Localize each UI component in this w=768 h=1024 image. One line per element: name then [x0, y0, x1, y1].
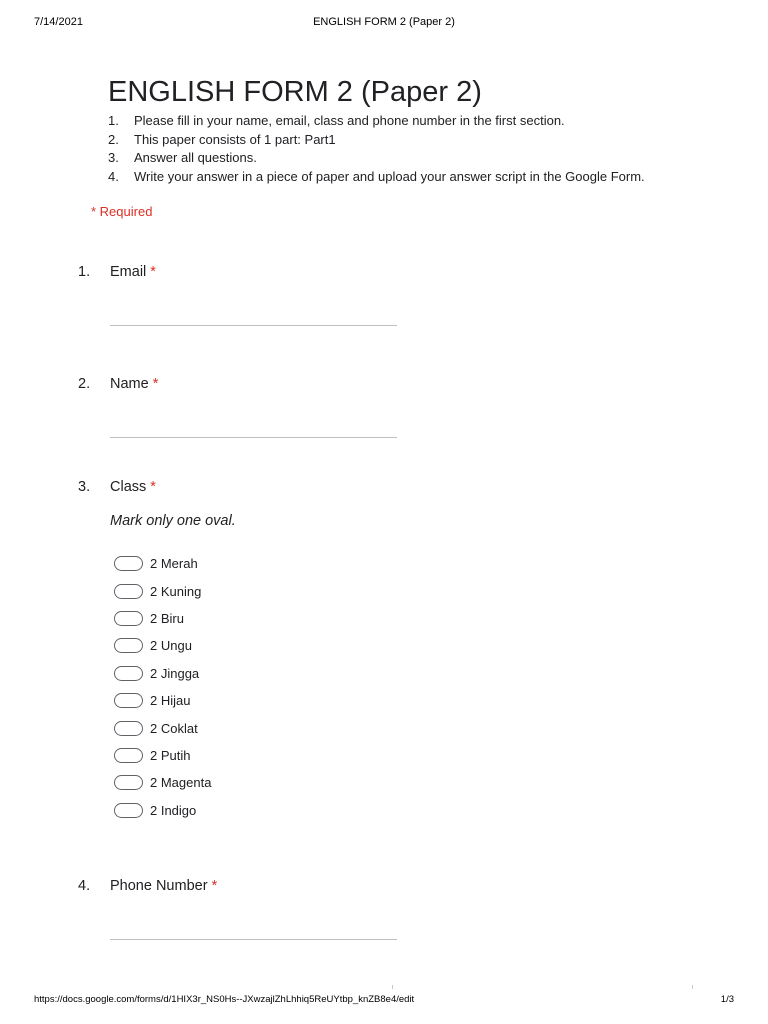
name-input[interactable]	[110, 417, 397, 438]
instruction-number: 3.	[108, 150, 119, 165]
radio-oval-icon[interactable]	[114, 803, 143, 818]
instruction-number: 2.	[108, 131, 119, 147]
form-title: ENGLISH FORM 2 (Paper 2)	[108, 76, 482, 108]
question-label-text: Email	[110, 264, 147, 280]
class-option[interactable]	[114, 769, 211, 796]
print-url: https://docs.google.com/forms/d/1HIX3r_NS0Hs--JXwzajlZhLhhiq5ReUYtbp_knZB8e4/edit	[34, 994, 415, 1005]
question-phone-label	[110, 878, 217, 894]
email-input[interactable]	[110, 305, 397, 326]
class-option-label: 2 Ungu	[150, 638, 192, 654]
class-option[interactable]	[114, 797, 211, 824]
radio-oval-icon[interactable]	[114, 721, 143, 736]
required-star: *	[150, 264, 156, 280]
class-option[interactable]	[114, 632, 211, 659]
instruction-item	[108, 131, 653, 150]
class-option[interactable]	[114, 577, 211, 604]
instruction-text: This paper consists of 1 part: Part1	[134, 131, 336, 147]
page-edge-tick	[392, 985, 393, 989]
radio-oval-icon[interactable]	[114, 611, 143, 626]
class-option-label: 2 Magenta	[150, 775, 212, 791]
instruction-text: Answer all questions.	[134, 150, 257, 165]
class-option-label: 2 Hijau	[150, 693, 191, 709]
question-number: 4.	[78, 878, 91, 894]
instruction-item	[108, 112, 653, 131]
class-option[interactable]	[114, 660, 211, 687]
instruction-number: 4.	[108, 168, 119, 184]
class-option-label: 2 Indigo	[150, 802, 197, 818]
question-number: 2.	[78, 376, 91, 392]
class-option-label: 2 Merah	[150, 556, 198, 572]
instruction-text: Write your answer in a piece of paper and upload your answer script in the Google Form.	[134, 168, 645, 184]
radio-oval-icon[interactable]	[114, 693, 143, 708]
instruction-item	[108, 149, 653, 168]
question-label-text: Phone Number	[110, 878, 208, 894]
class-option-label: 2 Putih	[150, 747, 191, 763]
required-star: *	[152, 376, 159, 392]
class-option[interactable]	[114, 714, 211, 741]
instruction-item	[108, 168, 653, 187]
required-star: *	[211, 878, 218, 894]
class-options-list	[114, 550, 211, 824]
print-doc-title: ENGLISH FORM 2 (Paper 2)	[313, 16, 455, 28]
class-option[interactable]	[114, 742, 211, 769]
phone-number-input[interactable]	[110, 919, 397, 940]
class-option-label: 2 Jingga	[150, 665, 200, 681]
question-name-label	[110, 376, 158, 392]
instruction-number: 1.	[108, 113, 119, 128]
question-hint: Mark only one oval.	[110, 513, 236, 529]
question-email-label	[110, 264, 156, 280]
page-edge-tick	[692, 985, 693, 989]
radio-oval-icon[interactable]	[114, 556, 143, 571]
radio-oval-icon[interactable]	[114, 775, 143, 790]
print-page-number: 1/3	[720, 994, 734, 1005]
question-class-label	[110, 479, 156, 495]
radio-oval-icon[interactable]	[114, 584, 143, 599]
print-date: 7/14/2021	[34, 16, 83, 28]
radio-oval-icon[interactable]	[114, 748, 143, 763]
question-number: 3.	[78, 479, 91, 495]
class-option-label: 2 Biru	[150, 610, 184, 626]
class-option-label: 2 Kuning	[150, 583, 202, 599]
class-option[interactable]	[114, 687, 211, 714]
question-label-text: Class	[110, 479, 147, 495]
print-header	[0, 16, 768, 32]
form-instructions	[108, 112, 653, 186]
class-option[interactable]	[114, 550, 211, 577]
radio-oval-icon[interactable]	[114, 666, 143, 681]
class-option-label: 2 Coklat	[150, 720, 198, 736]
instruction-text: Please fill in your name, email, class and phone number in the first section.	[134, 113, 565, 128]
question-label-text: Name	[110, 376, 149, 392]
required-star: *	[150, 479, 156, 495]
class-option[interactable]	[114, 605, 211, 632]
question-number: 1.	[78, 264, 91, 280]
radio-oval-icon[interactable]	[114, 638, 143, 653]
required-note: * Required	[91, 204, 153, 219]
